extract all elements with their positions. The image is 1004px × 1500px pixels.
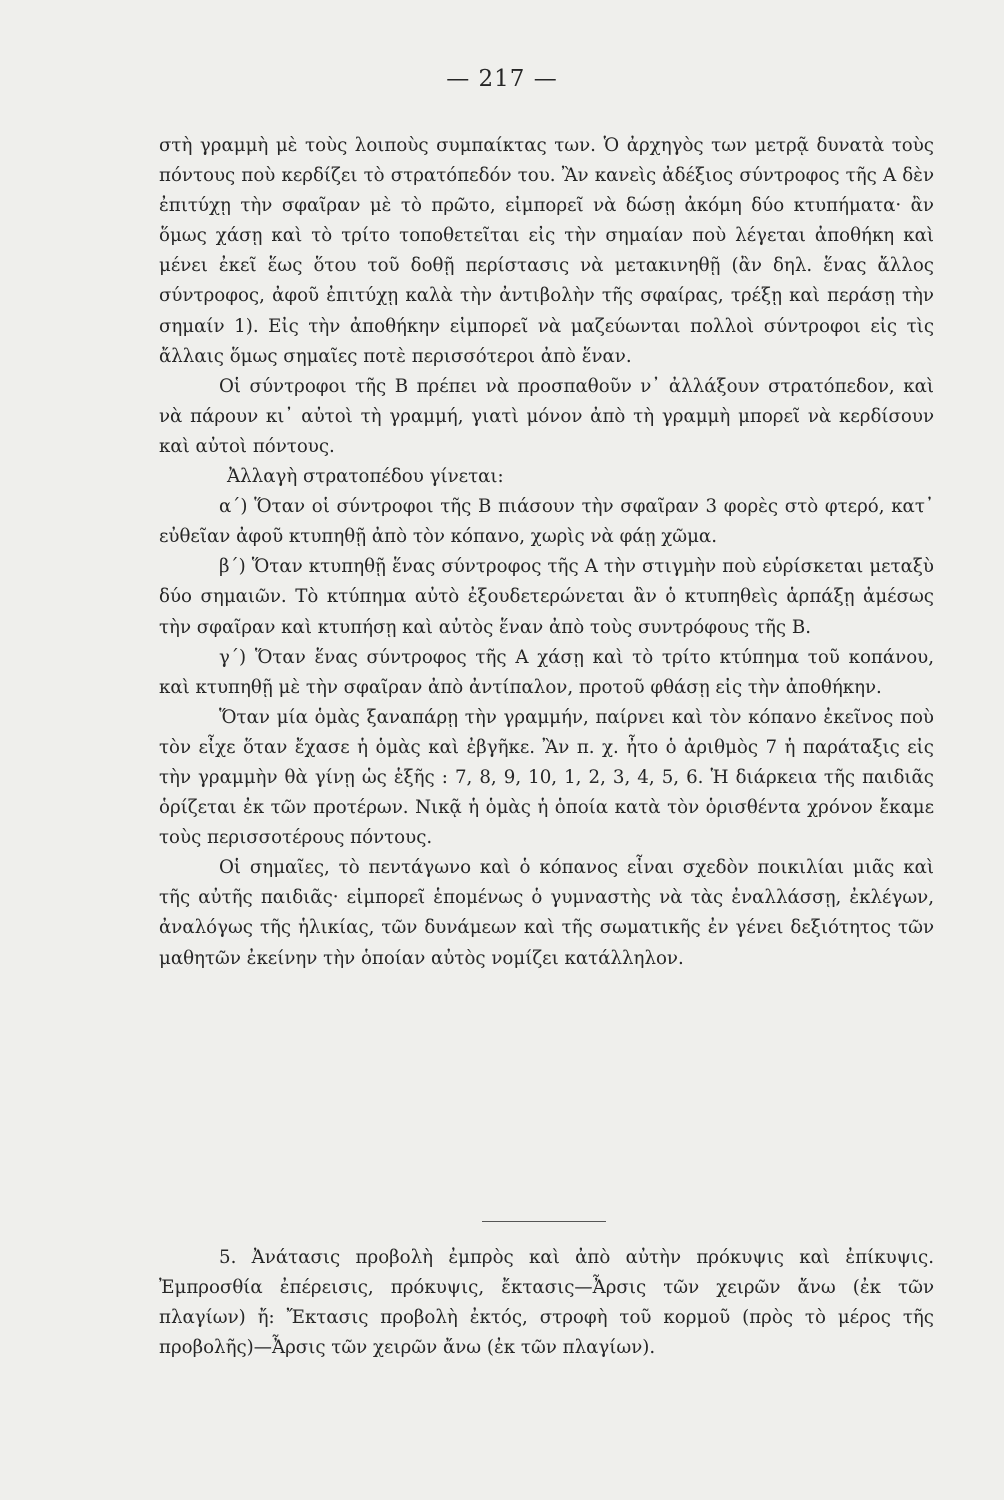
paragraph-team-b: Οἱ σύντροφοι τῆς Β πρέπει νὰ προσπαθοῦν ν᾽ ἀλλάξουν στρατόπεδον, καὶ νὰ πάρουν κι᾽ αὐτοὶ τὴ γραμμή, γιατὶ μόνον ἀπὸ τὴ γραμμὴ μπορεῖ νὰ κερδίσουν καὶ αὐτοὶ πόντους. — [159, 375, 934, 457]
paragraph-continuation: στὴ γραμμὴ μὲ τοὺς λοιποὺς συμπαίκτας των. Ὁ ἀρχηγὸς των μετρᾷ δυνατὰ τοὺς πόντους ποὺ κερδίζει τὸ στρατόπεδόν του. Ἂν κανεὶς ἀδέξιος σύντροφος τῆς Α δὲν ἐπιτύχῃ τὴν σφαῖραν μὲ τὸ πρῶτο, εἰμπορεῖ νὰ δώσῃ ἀκόμη δύο κτυπήματα· ἂν ὅμως χάσῃ καὶ τὸ τρίτο τοποθετεῖται εἰς τὴν σημαίαν ποὺ λέγεται ἀποθήκη καὶ μένει ἐκεῖ ἕως ὅτου τοῦ δοθῇ περίστασις νὰ μετακινηθῇ (ἂν δηλ. ἕνας ἄλλος σύντροφος, ἀφοῦ ἐπιτύχῃ καλὰ τὴν ἀντιβολὴν τῆς σφαίρας, τρέξῃ καὶ περάσῃ τὴν σημαίν 1). Εἰς τὴν ἀποθήκην εἰμπορεῖ νὰ μαζεύωνται πολλοὶ σύντροφοι εἰς τὶς ἄλλαις ὅμως σημαῖες ποτὲ περισσότεροι ἀπὸ ἕναν. — [159, 135, 934, 367]
exercise-5-text: 5. Ἀνάτασις προβολὴ ἐμπρὸς καὶ ἀπὸ αὐτὴν πρόκυψις καὶ ἐπίκυψις. Ἐμπροσθία ἐπέρεισις, πρόκυψις, ἔκτασις—Ἆρσις τῶν χειρῶν ἄνω (ἐκ τῶν πλαγίων) ἤ: Ἔκτασις προβολὴ ἐκτός, στροφὴ τοῦ κορμοῦ (πρὸς τὸ μέρος τῆς προβολῆς)—Ἆρσις τῶν χειρῶν ἄνω (ἐκ τῶν πλαγίων). — [159, 1247, 934, 1359]
page-number: — 217 — — [446, 66, 558, 92]
section-separator-line — [482, 1221, 606, 1222]
paragraph-line-rotation: Ὅταν μία ὁμὰς ξαναπάρῃ τὴν γραμμήν, παίρνει καὶ τὸν κόπανο ἐκεῖνος ποὺ τὸν εἶχε ὅταν ἔχασε ἡ ὁμὰς καὶ ἐβγῆκε. Ἂν π. χ. ἦτο ὁ ἀριθμὸς 7 ἡ παράταξις εἰς τὴν γραμμὴν θὰ γίνῃ ὡς ἑξῆς : 7, 8, 9, 10, 1, 2, 3, 4, 5, 6. Ἡ διάρκεια τῆς παιδιᾶς ὁρίζεται ἐκ τῶν προτέρων. Νικᾷ ἡ ὁμὰς ἡ ὁποία κατὰ τὸν ὁρισθέντα χρόνον ἔκαμε τοὺς περισσοτέρους πόντους. — [159, 706, 934, 849]
paragraph-variations: Οἱ σημαῖες, τὸ πεντάγωνο καὶ ὁ κόπανος εἶναι σχεδὸν ποικιλίαι μιᾶς καὶ τῆς αὐτῆς παιδιᾶς· εἰμπορεῖ ἑπομένως ὁ γυμναστὴς νὰ τὰς ἐναλλάσσῃ, ἐκλέγων, ἀναλόγως τῆς ἡλικίας, τῶν δυνάμεων καὶ τῆς σωματικῆς ἐν γένει δεξιότητος τῶν μαθητῶν ἐκείνην τὴν ὁποίαν αὐτὸς νομίζει κατάλληλον. — [159, 857, 934, 969]
paragraph-item-c: γ΄) Ὅταν ἕνας σύντροφος τῆς Α χάσῃ καὶ τὸ τρίτο κτύπημα τοῦ κοπάνου, καὶ κτυπηθῇ μὲ τὴν σφαῖραν ἀπὸ ἀντίπαλον, προτοῦ φθάσῃ εἰς τὴν ἀποθήκην. — [159, 646, 934, 698]
paragraph-heading-change: Ἀλλαγὴ στρατοπέδου γίνεται: — [227, 466, 504, 488]
paragraph-item-b: β΄) Ὅταν κτυπηθῇ ἕνας σύντροφος τῆς Α τὴν στιγμὴν ποὺ εὑρίσκεται μεταξὺ δύο σημαιῶν. Τὸ κτύπημα αὐτὸ ἐξουδετερώνεται ἂν ὁ κτυπηθεὶς ἁρπάξῃ ἀμέσως τὴν σφαῖραν καὶ κτυπήσῃ καὶ αὐτὸς ἕναν ἀπὸ τοὺς συντρόφους τῆς Β. — [159, 556, 934, 638]
paragraph-item-a: α΄) Ὅταν οἱ σύντροφοι τῆς Β πιάσουν τὴν σφαῖραν 3 φορὲς στὸ φτερό, κατ᾽ εὐθεῖαν ἀφοῦ κτυπηθῇ ἀπὸ τὸν κόπανο, χωρὶς νὰ φάῃ χῶμα. — [159, 496, 934, 548]
exercise-section — [159, 1243, 934, 1363]
main-text — [159, 131, 934, 974]
